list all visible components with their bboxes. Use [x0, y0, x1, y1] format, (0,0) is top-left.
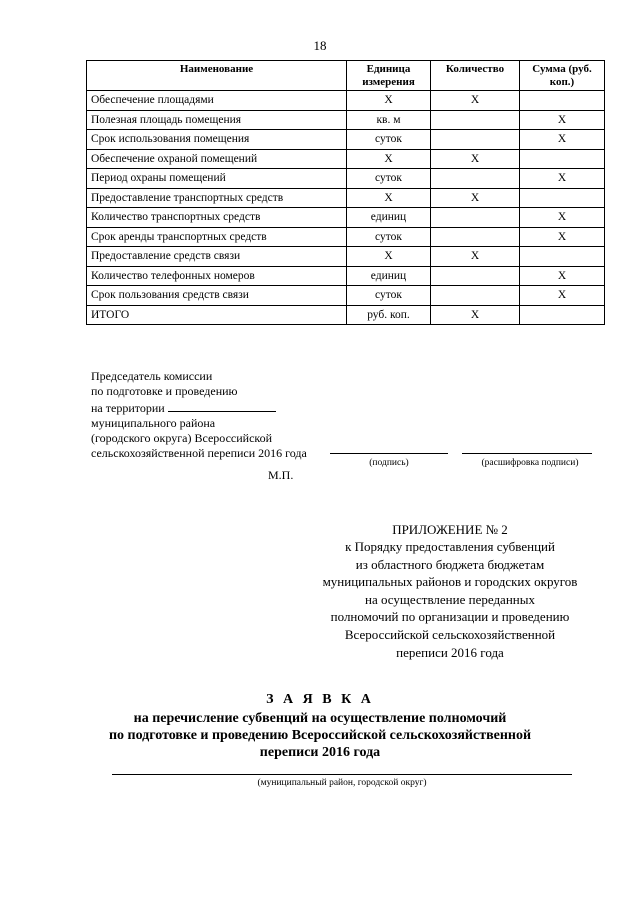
- cell-unit: Х: [347, 91, 431, 111]
- territory-label: на территории: [91, 400, 165, 415]
- table-header-row: [87, 61, 605, 91]
- table-row: [87, 208, 605, 228]
- cell-sum: [520, 247, 605, 267]
- cell-quantity: [431, 227, 520, 247]
- cell-sum: Х: [520, 266, 605, 286]
- cell-quantity: Х: [431, 247, 520, 267]
- table-row: [87, 247, 605, 267]
- signature-underline: [330, 453, 448, 454]
- appendix-line: Всероссийской сельскохозяйственной: [344, 626, 556, 642]
- header-quantity: Количество: [431, 61, 520, 91]
- header-unit: Единица измерения: [347, 61, 431, 91]
- signature-caption: (подпись): [369, 458, 409, 468]
- cell-unit: суток: [347, 169, 431, 189]
- signature-line: (городского округа) Всероссийской: [91, 431, 273, 446]
- cell-name: Предоставление средств связи: [87, 247, 347, 267]
- budget-table: [86, 60, 605, 325]
- cell-quantity: [431, 130, 520, 150]
- table-row: [87, 169, 605, 189]
- cell-unit: кв. м: [347, 110, 431, 130]
- municipal-caption: (муниципальный район, городской округ): [257, 778, 427, 788]
- table-row: [87, 110, 605, 130]
- table-row: [87, 188, 605, 208]
- cell-name: Обеспечение площадями: [87, 91, 347, 111]
- purpose-line: на перечисление субвенций на осуществление полномочий: [133, 711, 507, 726]
- cell-quantity: Х: [431, 91, 520, 111]
- cell-name: ИТОГО: [87, 305, 347, 325]
- purpose-line: переписи 2016 года: [259, 745, 381, 760]
- table-row: [87, 91, 605, 111]
- territory-blank-line: [168, 400, 276, 412]
- cell-name: Срок использования помещения: [87, 130, 347, 150]
- cell-unit: Х: [347, 247, 431, 267]
- cell-name: Количество транспортных средств: [87, 208, 347, 228]
- appendix-line: переписи 2016 года: [396, 644, 504, 660]
- cell-quantity: Х: [431, 188, 520, 208]
- cell-sum: [520, 305, 605, 325]
- cell-quantity: Х: [431, 305, 520, 325]
- application-title: З А Я В К А: [266, 692, 374, 707]
- cell-sum: Х: [520, 208, 605, 228]
- table-row: [87, 305, 605, 325]
- cell-unit: Х: [347, 149, 431, 169]
- cell-sum: Х: [520, 110, 605, 130]
- cell-unit: суток: [347, 227, 431, 247]
- signature-line: муниципального района: [91, 415, 216, 430]
- header-name: Наименование: [87, 61, 347, 91]
- appendix-title: ПРИЛОЖЕНИЕ № 2: [392, 522, 508, 537]
- cell-unit: единиц: [347, 266, 431, 286]
- cell-unit: суток: [347, 130, 431, 150]
- cell-quantity: [431, 208, 520, 228]
- cell-sum: Х: [520, 130, 605, 150]
- cell-unit: единиц: [347, 208, 431, 228]
- cell-quantity: [431, 266, 520, 286]
- cell-sum: Х: [520, 169, 605, 189]
- cell-name: Период охраны помещений: [87, 169, 347, 189]
- cell-sum: [520, 91, 605, 111]
- decode-caption: (расшифровка подписи): [481, 458, 579, 468]
- cell-sum: Х: [520, 286, 605, 306]
- application-purpose: [0, 710, 640, 761]
- municipal-underline: [112, 774, 572, 775]
- appendix-line: полномочий по организации и проведению: [330, 609, 570, 625]
- signature-line: по подготовке и проведению: [91, 384, 238, 399]
- signature-block: [91, 369, 307, 462]
- cell-quantity: [431, 169, 520, 189]
- table-row: [87, 286, 605, 306]
- cell-name: Полезная площадь помещения: [87, 110, 347, 130]
- cell-sum: [520, 149, 605, 169]
- cell-name: Срок пользования средств связи: [87, 286, 347, 306]
- cell-sum: [520, 188, 605, 208]
- stamp-place: М.П.: [268, 468, 294, 482]
- table-row: [87, 227, 605, 247]
- cell-unit: суток: [347, 286, 431, 306]
- appendix-text: [290, 538, 610, 661]
- appendix-line: муниципальных районов и городских округов: [322, 574, 578, 590]
- cell-quantity: Х: [431, 149, 520, 169]
- cell-sum: Х: [520, 227, 605, 247]
- cell-name: Обеспечение охраной помещений: [87, 149, 347, 169]
- appendix-line: к Порядку предоставления субвенций: [345, 539, 555, 554]
- cell-quantity: [431, 110, 520, 130]
- table-row: [87, 149, 605, 169]
- table-row: [87, 266, 605, 286]
- cell-name: Срок аренды транспортных средств: [87, 227, 347, 247]
- signature-line: сельскохозяйственной переписи 2016 года: [91, 446, 307, 461]
- table-row: [87, 130, 605, 150]
- decode-underline: [462, 453, 592, 454]
- signature-line: Председатель комиссии: [91, 369, 213, 383]
- cell-name: Количество телефонных номеров: [87, 266, 347, 286]
- header-sum: Сумма (руб. коп.): [520, 61, 605, 91]
- appendix-line: из областного бюджета бюджетам: [355, 556, 545, 572]
- purpose-line: по подготовке и проведению Всероссийской сельскохозяйственной: [108, 728, 532, 743]
- cell-name: Предоставление транспортных средств: [87, 188, 347, 208]
- appendix-line: на осуществление переданных: [365, 591, 535, 607]
- signature-line: [91, 400, 307, 416]
- cell-unit: руб. коп.: [347, 305, 431, 325]
- cell-quantity: [431, 286, 520, 306]
- page-number: 18: [313, 38, 327, 53]
- cell-unit: Х: [347, 188, 431, 208]
